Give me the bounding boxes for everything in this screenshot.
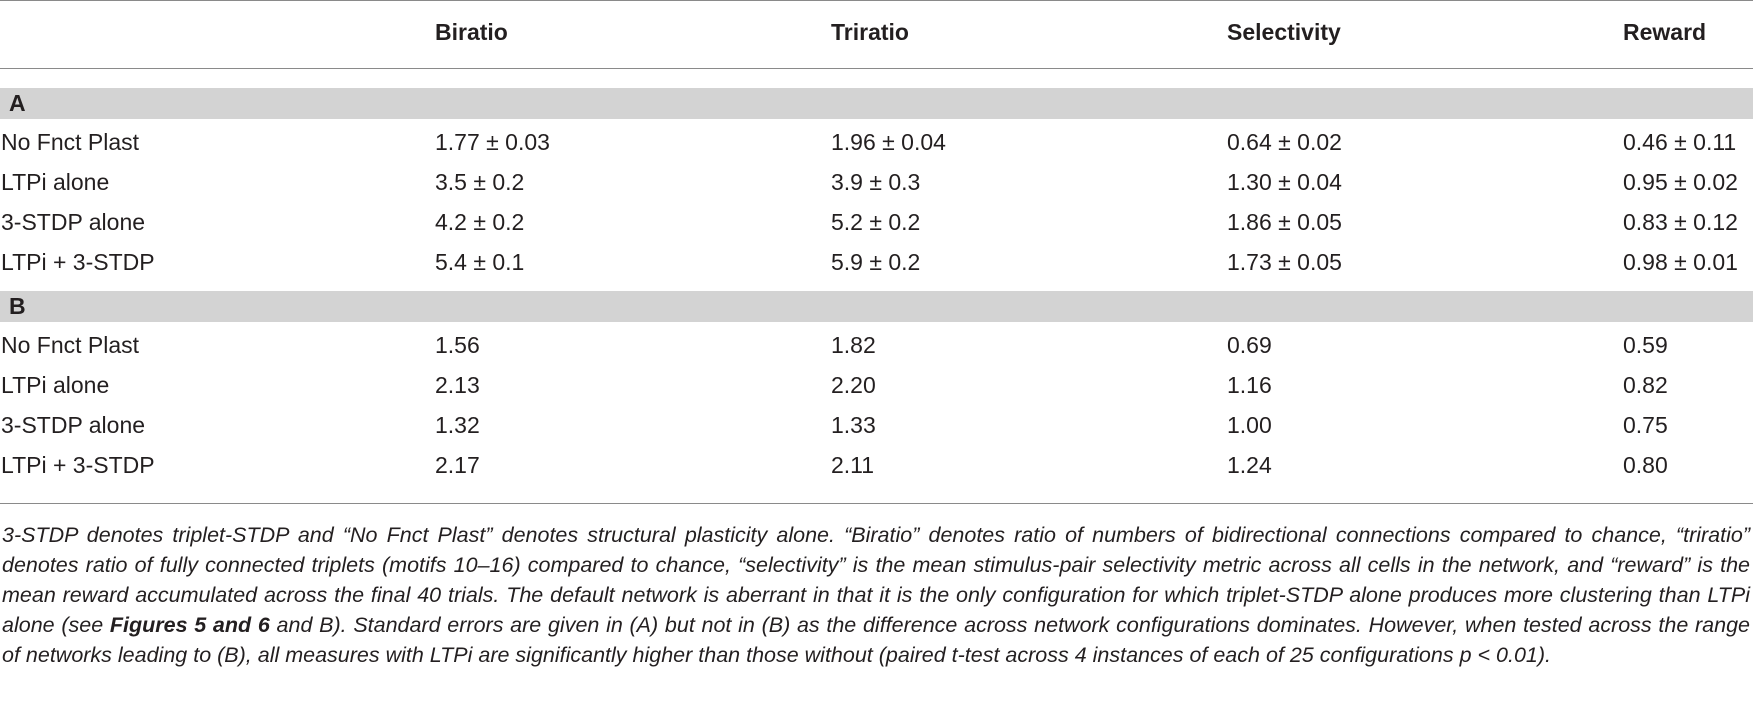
table-row [0, 122, 1753, 162]
caption-paragraph [2, 520, 1750, 670]
column-header-selectivity: Selectivity [1227, 19, 1341, 45]
row-label: LTPi alone [1, 372, 110, 398]
table-header-row [0, 0, 1753, 68]
column-header-reward: Reward [1623, 19, 1707, 45]
section-a-label: A [9, 90, 26, 116]
column-header-biratio: Biratio [435, 19, 508, 45]
table-row [0, 242, 1753, 282]
selectivity-value: 0.64 ± 0.02 [1227, 129, 1342, 155]
biratio-value: 2.13 [435, 372, 480, 398]
column-header-triratio: Triratio [831, 19, 909, 45]
reward-value: 0.75 [1623, 412, 1668, 438]
triratio-value: 1.82 [831, 332, 876, 358]
row-label: 3-STDP alone [1, 209, 146, 235]
caption-figure-reference[interactable]: Figures 5 and 6 [109, 613, 270, 637]
section-b-label: B [9, 293, 26, 319]
selectivity-value: 1.86 ± 0.05 [1227, 209, 1342, 235]
reward-value: 0.80 [1623, 452, 1668, 478]
table-row [0, 445, 1753, 485]
biratio-value: 5.4 ± 0.1 [435, 249, 525, 275]
table-bottom-rule [0, 503, 1753, 504]
triratio-value: 3.9 ± 0.3 [831, 169, 921, 195]
triratio-value: 5.9 ± 0.2 [831, 249, 921, 275]
biratio-value: 2.17 [435, 452, 480, 478]
section-b-header [0, 291, 1753, 322]
triratio-value: 2.20 [831, 372, 876, 398]
reward-value: 0.98 ± 0.01 [1623, 249, 1738, 275]
triratio-value: 2.11 [831, 452, 875, 478]
reward-value: 0.46 ± 0.11 [1623, 129, 1737, 155]
caption-text-after-ref: and B). Standard errors are given in (A) but not in (B) as the difference across network configurations dominates. However, when tested across the range of networks leading to (B), all measures with LTPi are significantly higher than those without (paired t-test across 4 instances of each of 25 configurations p < 0.01). [2, 613, 1750, 667]
selectivity-value: 1.24 [1227, 452, 1272, 478]
biratio-value: 4.2 ± 0.2 [435, 209, 525, 235]
row-label: LTPi + 3-STDP [1, 452, 155, 478]
selectivity-value: 1.30 ± 0.04 [1227, 169, 1342, 195]
caption-text-before-ref: 3-STDP denotes triplet-STDP and “No Fnct Plast” denotes structural plasticity alone. “Biratio” denotes ratio of numbers of bidirectional connections compared to chance, “triratio” denotes ratio of fully connected triplets (motifs 10–16) compared to chance, “selectivity” is the mean stimulus-pair selectivity metric across all cells in the network, and “reward” is the mean reward accumulated across the final 40 trials. The default network is aberrant in that it is the only configuration for which triplet-STDP alone produces more clustering than LTPi alone (see [2, 523, 1750, 637]
table-caption [2, 520, 1750, 670]
biratio-value: 1.32 [435, 412, 480, 438]
selectivity-value: 0.69 [1227, 332, 1272, 358]
table-row [0, 202, 1753, 242]
row-label: No Fnct Plast [1, 129, 140, 155]
header-bottom-rule [0, 68, 1753, 69]
biratio-value: 3.5 ± 0.2 [435, 169, 525, 195]
biratio-value: 1.56 [435, 332, 480, 358]
reward-value: 0.59 [1623, 332, 1668, 358]
triratio-value: 1.96 ± 0.04 [831, 129, 946, 155]
biratio-value: 1.77 ± 0.03 [435, 129, 550, 155]
table-row [0, 162, 1753, 202]
reward-value: 0.83 ± 0.12 [1623, 209, 1738, 235]
selectivity-value: 1.16 [1227, 372, 1272, 398]
table-row [0, 365, 1753, 405]
reward-value: 0.82 [1623, 372, 1668, 398]
triratio-value: 1.33 [831, 412, 876, 438]
table-row [0, 405, 1753, 445]
selectivity-value: 1.73 ± 0.05 [1227, 249, 1342, 275]
row-label: 3-STDP alone [1, 412, 146, 438]
row-label: LTPi + 3-STDP [1, 249, 155, 275]
row-label: No Fnct Plast [1, 332, 140, 358]
reward-value: 0.95 ± 0.02 [1623, 169, 1738, 195]
table-row [0, 325, 1753, 365]
selectivity-value: 1.00 [1227, 412, 1272, 438]
triratio-value: 5.2 ± 0.2 [831, 209, 921, 235]
section-a-header [0, 88, 1753, 119]
row-label: LTPi alone [1, 169, 110, 195]
